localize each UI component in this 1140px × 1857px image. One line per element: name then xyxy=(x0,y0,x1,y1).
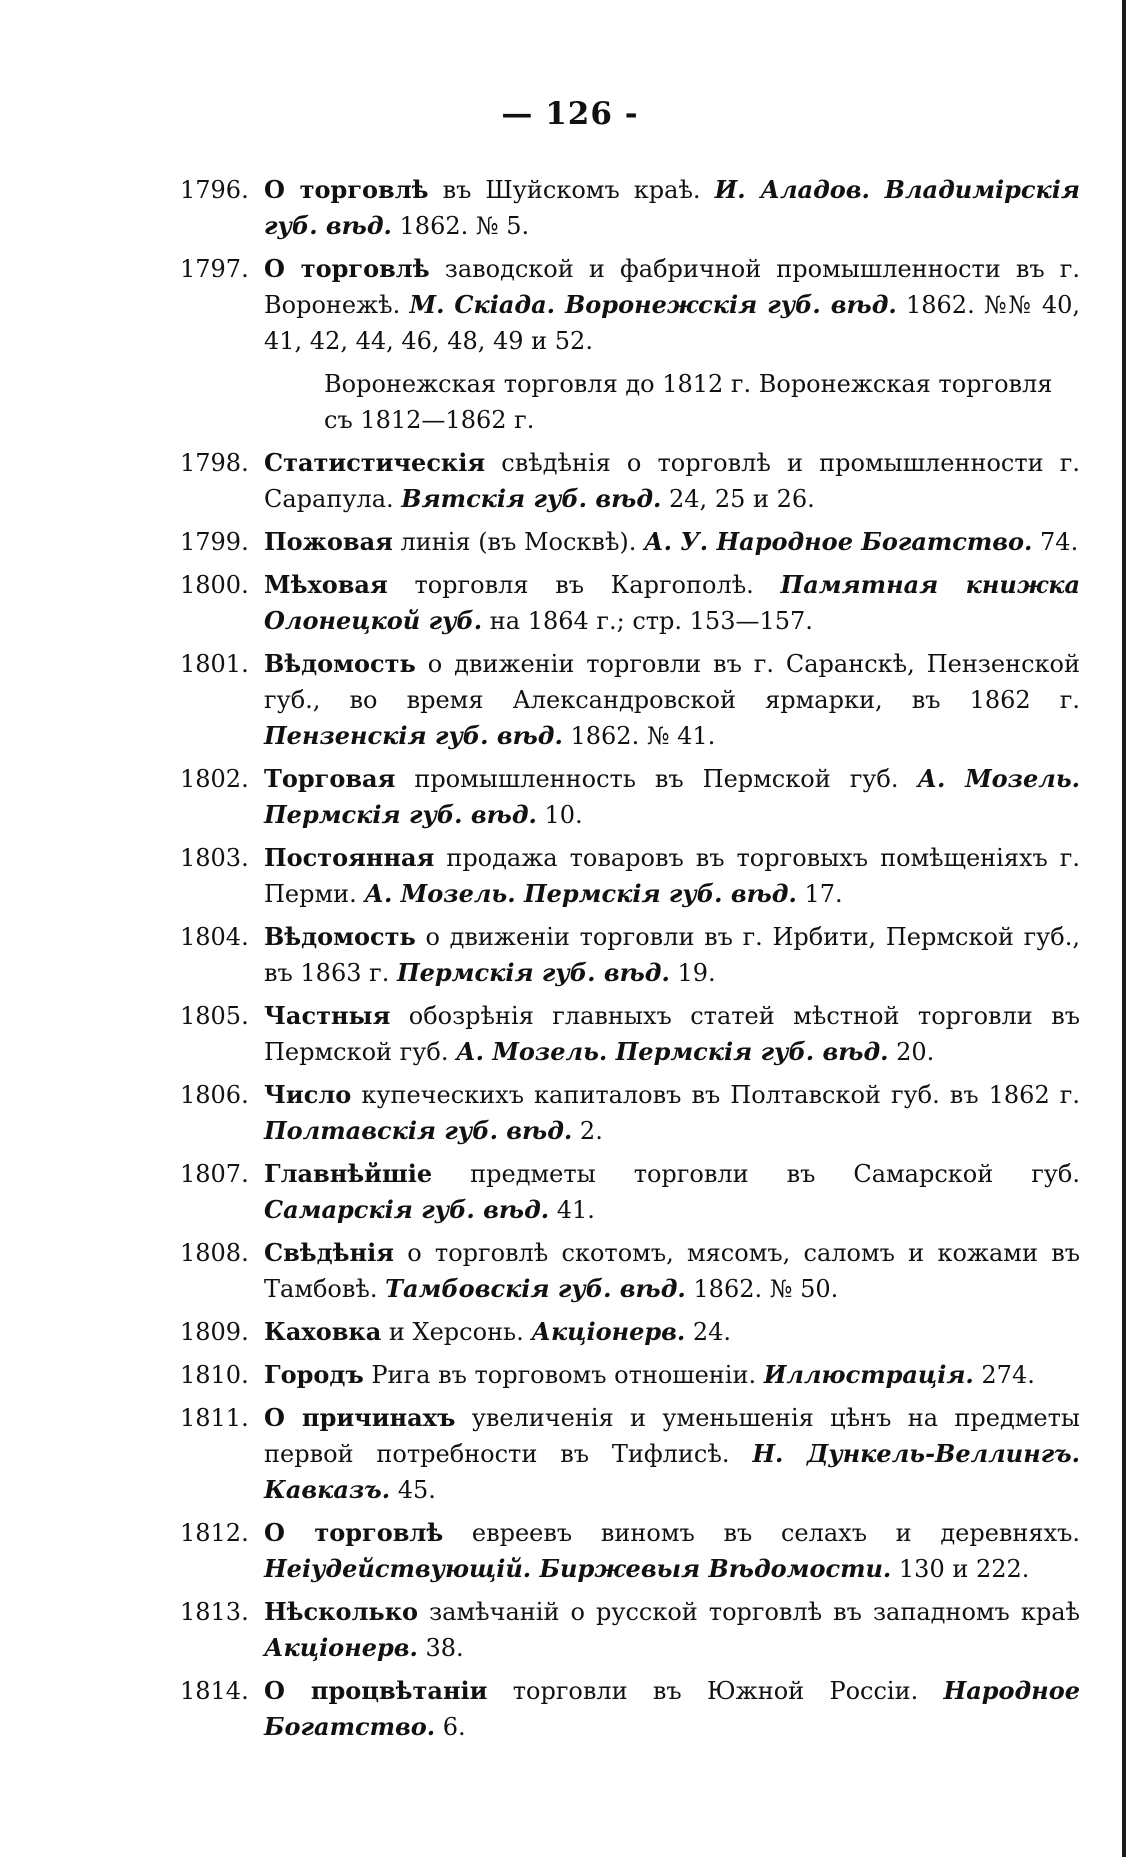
bibliography-entry xyxy=(180,646,1080,754)
entry-tail: 74. xyxy=(1032,528,1079,556)
entry-body xyxy=(264,1235,1080,1307)
entry-body xyxy=(264,1400,1080,1508)
entry-author: Н. Дункель-Веллингъ. xyxy=(752,1439,1080,1468)
entry-body xyxy=(264,445,1080,517)
entry-source: Самарскія губ. вѣд. xyxy=(264,1195,550,1224)
entry-number: 1814. xyxy=(180,1677,249,1705)
entry-tail: 41. xyxy=(549,1196,595,1224)
entry-body xyxy=(264,1515,1080,1587)
entry-text: торговля въ Каргополѣ. xyxy=(387,571,781,599)
entry-tail: 38. xyxy=(417,1634,464,1662)
entry-source: Пензенскія губ. вѣд. xyxy=(264,721,563,750)
entry-number: 1810. xyxy=(180,1361,249,1389)
entry-source: Вятскія губ. вѣд. xyxy=(401,484,662,513)
bibliography-entry xyxy=(180,840,1080,912)
entry-title: Главнѣйшіе xyxy=(264,1159,433,1188)
entry-body xyxy=(264,1357,1080,1393)
entry-author: А. Мозель. xyxy=(456,1037,608,1066)
entry-tail: 6. xyxy=(435,1713,466,1741)
entry-number: 1811. xyxy=(180,1404,249,1432)
bibliography-entry xyxy=(180,1673,1080,1745)
entry-body xyxy=(264,998,1080,1070)
entry-body xyxy=(264,172,1080,244)
entry-title: О процвѣтаніи xyxy=(264,1676,488,1705)
entry-number: 1807. xyxy=(180,1160,249,1188)
entry-tail: 274. xyxy=(973,1361,1035,1389)
entry-title: Постоянная xyxy=(264,843,435,872)
entry-tail: 1862. № 5. xyxy=(391,212,530,240)
entry-number: 1808. xyxy=(180,1239,249,1267)
entry-body xyxy=(264,1314,1080,1350)
bibliography-entry xyxy=(180,524,1080,560)
entry-source: Неіудействующій. Биржевыя Вѣдомости. xyxy=(264,1554,892,1583)
entry-source: Кавказъ. xyxy=(264,1475,391,1504)
entry-number: 1813. xyxy=(180,1598,249,1626)
entry-tail: 24. xyxy=(685,1318,732,1346)
bibliography-entry xyxy=(180,1156,1080,1228)
page-edge-line xyxy=(1122,0,1126,1857)
entry-tail: 19. xyxy=(669,959,716,987)
bibliography-entry xyxy=(180,761,1080,833)
entry-author: А. Мозель. xyxy=(917,764,1081,793)
entry-tail: 10. xyxy=(536,801,583,829)
entry-body xyxy=(264,1156,1080,1228)
entry-body xyxy=(264,567,1080,639)
bibliography-entry xyxy=(180,251,1080,359)
entry-text: о движеніи торговли въ г. Ирбити, Пермской губ., въ 1863 г. xyxy=(264,923,1080,987)
bibliography-entry xyxy=(180,172,1080,244)
entry-source: Воронежскія губ. вѣд. xyxy=(555,290,897,319)
entry-text: въ Шуйскомъ краѣ. xyxy=(428,176,715,204)
entry-body xyxy=(264,646,1080,754)
entry-tail: 1862. № 50. xyxy=(685,1275,839,1303)
entry-body xyxy=(264,524,1080,560)
entry-source: Народное Богатство. xyxy=(708,527,1033,556)
entry-text: промышленность въ Пермской губ. xyxy=(395,765,918,793)
entry-number: 1796. xyxy=(180,176,249,204)
entry-number: 1797. xyxy=(180,255,249,283)
entry-text: о движеніи торговли въ г. Саранскѣ, Пензенской губ., во время Александровской ярмарки, въ 1862 г. xyxy=(264,650,1080,714)
bibliography-entry xyxy=(180,1515,1080,1587)
entry-tail: 17. xyxy=(796,880,843,908)
entry-tail: на 1864 г.; стр. 153—157. xyxy=(482,607,813,635)
entry-number: 1805. xyxy=(180,1002,249,1030)
entry-text: продажа товаровъ въ торговыхъ помѣщеніяхъ г. Перми. xyxy=(264,844,1080,908)
bibliography-entry xyxy=(180,445,1080,517)
entry-source: Полтавскія губ. вѣд. xyxy=(264,1116,573,1145)
entry-title: Торговая xyxy=(264,764,396,793)
entry-body xyxy=(264,1673,1080,1745)
entry-title: Пожовая xyxy=(264,527,393,556)
entry-author: М. Скіада. xyxy=(409,290,556,319)
entry-author: А. Мозель. xyxy=(364,879,516,908)
entry-source: Владимірскія губ. вѣд. xyxy=(264,175,1080,240)
bibliography-entry xyxy=(180,1314,1080,1350)
entry-source: Памятная книжка Олонецкой губ. xyxy=(264,570,1080,635)
bibliography-list xyxy=(180,172,1080,1752)
entry-text: увеличенія и уменьшенія цѣнъ на предметы первой потребности въ Тифлисѣ. xyxy=(264,1404,1080,1468)
entry-tail: 20. xyxy=(888,1038,935,1066)
entry-number: 1804. xyxy=(180,923,249,951)
entry-source: Пермскія губ. вѣд. xyxy=(264,800,537,829)
entry-text: предметы торговли въ Самарской губ. xyxy=(432,1160,1080,1188)
entry-author: И. Аладов. xyxy=(714,175,870,204)
bibliography-entry xyxy=(180,1400,1080,1508)
entry-source: Пермскія губ. вѣд. xyxy=(607,1037,889,1066)
entry-source: Пермскія губ. вѣд. xyxy=(396,958,670,987)
entry-source: Тамбовскія губ. вѣд. xyxy=(385,1274,686,1303)
entry-tail: 45. xyxy=(390,1476,436,1504)
entry-number: 1798. xyxy=(180,449,249,477)
entry-tail: 1862. №№ 40, 41, 42, 44, 46, 48, 49 и 52. xyxy=(264,291,1081,355)
entry-text: заводской и фабричной промышленности въ г. Воронежѣ. xyxy=(264,255,1081,319)
entry-text: купеческихъ капиталовъ въ Полтавской губ. въ 1862 г. xyxy=(351,1081,1080,1109)
entry-number: 1799. xyxy=(180,528,249,556)
entry-title: Частныя xyxy=(264,1001,391,1030)
entry-tail: 1862. № 41. xyxy=(562,722,716,750)
entry-title: Статистическія xyxy=(264,448,486,477)
bibliography-entry xyxy=(180,1357,1080,1393)
entry-source: Акціонерв. xyxy=(531,1317,686,1346)
entry-tail: 24, 25 и 26. xyxy=(661,485,815,513)
entry-source: Акціонерв. xyxy=(264,1633,418,1662)
entry-source: Иллюстрація. xyxy=(763,1360,974,1389)
entry-title: О торговлѣ xyxy=(264,1518,444,1547)
entry-body xyxy=(264,1594,1080,1666)
entry-text: о торговлѣ скотомъ, мясомъ, саломъ и кожами въ Тамбовѣ. xyxy=(264,1239,1080,1303)
entry-source: Пермскія губ. вѣд. xyxy=(515,879,797,908)
entry-text: обозрѣнія главныхъ статей мѣстной торговли въ Пермской губ. xyxy=(264,1002,1080,1066)
entry-number: 1803. xyxy=(180,844,249,872)
bibliography-entry xyxy=(180,998,1080,1070)
entry-title: Число xyxy=(264,1080,352,1109)
entry-title: Свѣдѣнія xyxy=(264,1238,394,1267)
entry-title: О торговлѣ xyxy=(264,254,430,283)
entry-title: Каховка xyxy=(264,1317,382,1346)
entry-number: 1809. xyxy=(180,1318,249,1346)
entry-number: 1800. xyxy=(180,571,249,599)
entry-title: О торговлѣ xyxy=(264,175,429,204)
bibliography-entry xyxy=(180,567,1080,639)
entry-text: линія (въ Москвѣ). xyxy=(392,528,645,556)
entry-title: Вѣдомость xyxy=(264,922,416,951)
entry-tail: 2. xyxy=(572,1117,603,1145)
entry-subitem: Воронежская торговля до 1812 г. Воронежская торговля съ 1812—1862 г. xyxy=(324,370,1053,434)
entry-text: Рига въ торговомъ отношеніи. xyxy=(363,1361,764,1389)
entry-body xyxy=(264,761,1080,833)
entry-text: и Херсонь. xyxy=(381,1318,532,1346)
entry-title: Нѣсколько xyxy=(264,1597,419,1626)
entry-body xyxy=(264,251,1080,359)
entry-number: 1812. xyxy=(180,1519,249,1547)
entry-body xyxy=(264,840,1080,912)
entry-number: 1801. xyxy=(180,650,249,678)
entry-number: 1806. xyxy=(180,1081,249,1109)
entry-title: О причинахъ xyxy=(264,1403,456,1432)
bibliography-entry xyxy=(180,1077,1080,1149)
entry-text: замѣчаній о русской торговлѣ въ западномъ краѣ xyxy=(418,1598,1080,1626)
entry-body xyxy=(264,919,1080,991)
entry-tail: 130 и 222. xyxy=(891,1555,1030,1583)
entry-text: евреевъ виномъ въ селахъ и деревняхъ. xyxy=(443,1519,1080,1547)
bibliography-entry xyxy=(180,1594,1080,1666)
bibliography-entry xyxy=(180,1235,1080,1307)
entry-title: Вѣдомость xyxy=(264,649,416,678)
entry-number: 1802. xyxy=(180,765,249,793)
entry-source: Народное Богатство. xyxy=(264,1676,1080,1741)
entry-text: свѣдѣнія о торговлѣ и промышленности г. Сарапула. xyxy=(264,449,1080,513)
entry-text: торговли въ Южной Россіи. xyxy=(487,1677,944,1705)
entry-title: Городъ xyxy=(264,1360,364,1389)
entry-author: А. У. xyxy=(644,527,709,556)
bibliography-entry xyxy=(180,919,1080,991)
entry-body xyxy=(264,1077,1080,1149)
page-number: — 126 - xyxy=(501,96,639,132)
entry-title: Мѣховая xyxy=(264,570,388,599)
